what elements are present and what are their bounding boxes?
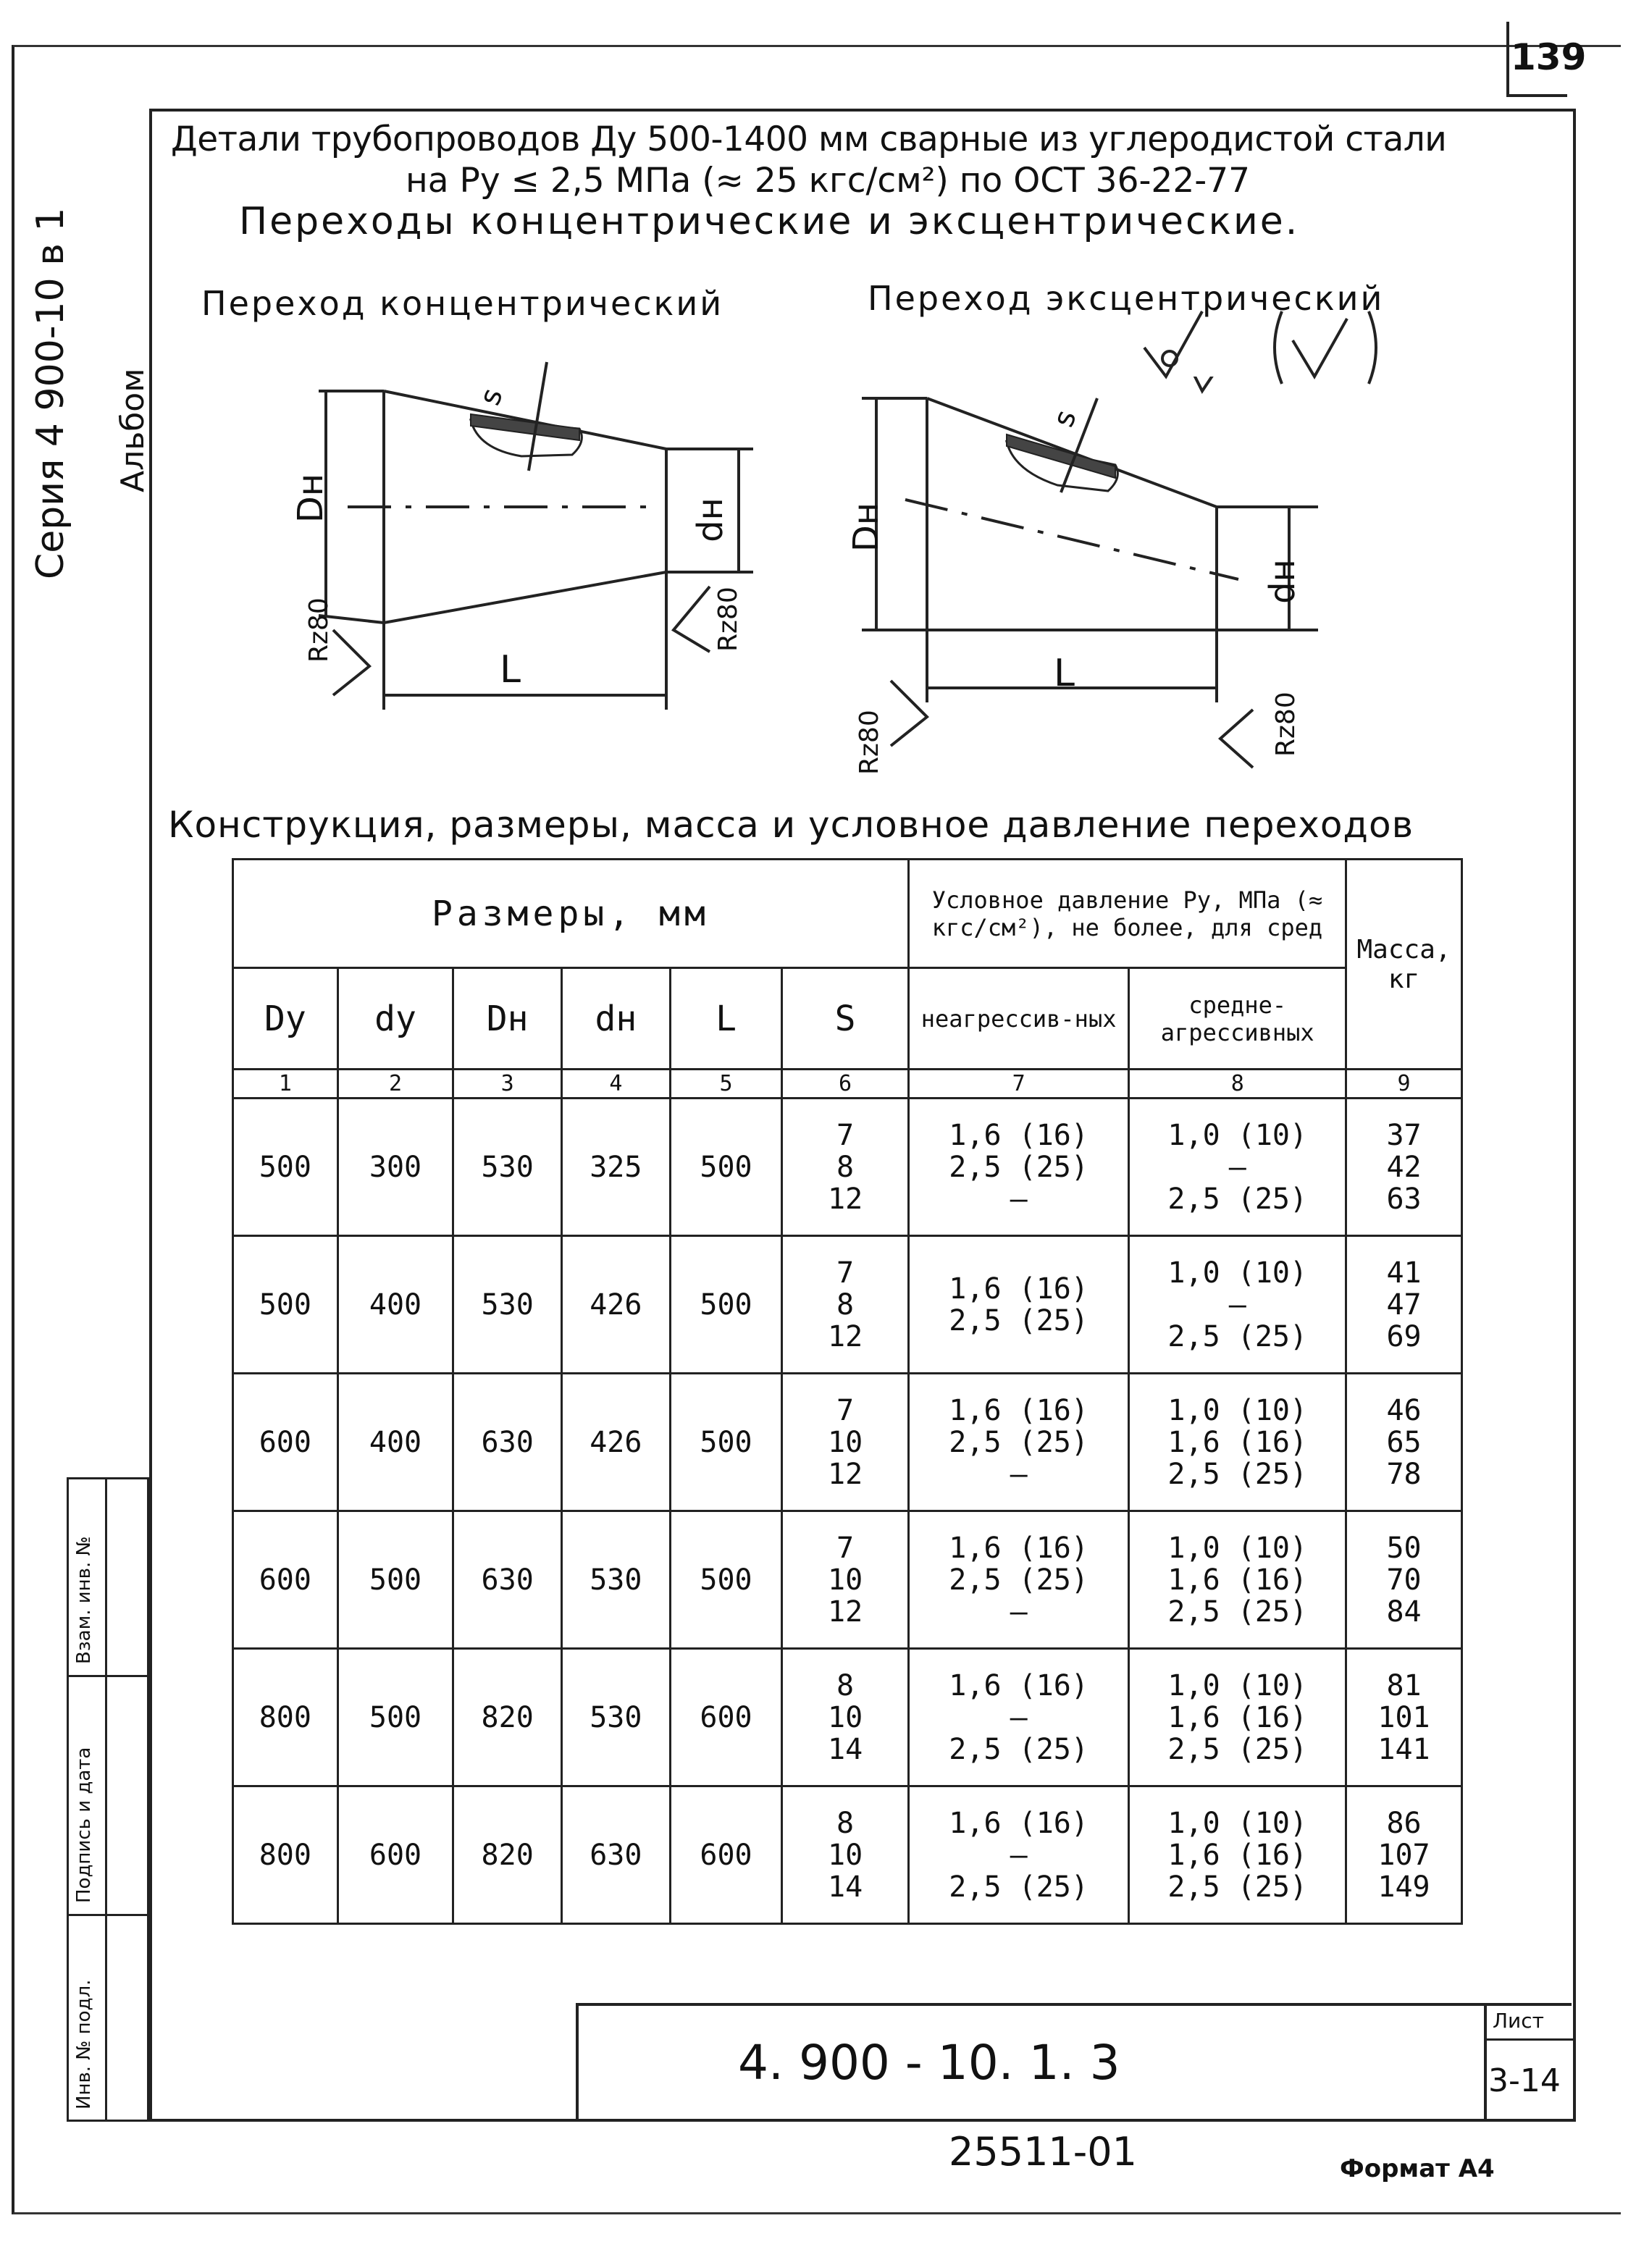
doc-code: 4. 900 - 10. 1. 3 xyxy=(738,2035,1120,2091)
sheet-label: Лист xyxy=(1493,2009,1544,2033)
cell-dy: 400 xyxy=(337,1374,453,1511)
cell-L: 600 xyxy=(670,1786,782,1924)
cell-Dn: 820 xyxy=(453,1786,562,1924)
cell-mass xyxy=(1346,1786,1462,1924)
concentric-dim-s: s xyxy=(473,384,510,410)
cell-L: 500 xyxy=(670,1374,782,1511)
col-S: S xyxy=(782,968,908,1070)
cell-mass-value: 41 xyxy=(1386,1256,1422,1290)
cell-dn: 426 xyxy=(562,1374,671,1511)
eccentric-rough-left: Rz80 xyxy=(855,710,884,775)
cell-midaggressive-value: 1,6 (16) xyxy=(1167,1563,1308,1597)
cell-S-value: 12 xyxy=(827,1182,863,1216)
reducer-spec-table xyxy=(232,858,1463,1925)
cell-nonaggressive-value: 2,5 (25) xyxy=(949,1870,1088,1904)
cell-nonaggressive-value: 1,6 (16) xyxy=(949,1393,1088,1427)
concentric-caption: Переход концентрический xyxy=(201,284,724,323)
col-number: 4 xyxy=(562,1070,671,1099)
cell-S-value: 12 xyxy=(827,1457,863,1491)
col-number: 7 xyxy=(908,1070,1129,1099)
series-label: Серия 4 900-10 в 1 xyxy=(29,207,72,579)
cell-dn: 325 xyxy=(562,1099,671,1236)
cell-S-value: 10 xyxy=(827,1425,863,1459)
stamp-original-inv: Инв. № подл. xyxy=(73,1979,95,2109)
col-dn: dн xyxy=(562,968,671,1070)
cell-Dn: 530 xyxy=(453,1099,562,1236)
title-block xyxy=(576,2003,1572,2122)
format-label: Формат А4 xyxy=(1340,2154,1495,2183)
cell-mass-value: 42 xyxy=(1386,1150,1422,1184)
general-roughness-mark xyxy=(1137,304,1398,391)
cell-S xyxy=(782,1511,908,1649)
table-row xyxy=(233,1649,1462,1786)
cell-midaggressive-value: 1,0 (10) xyxy=(1167,1118,1308,1152)
col-number: 8 xyxy=(1129,1070,1346,1099)
cell-dy: 300 xyxy=(337,1099,453,1236)
sheet-number: 3-14 xyxy=(1488,2062,1561,2099)
cell-S-value: 12 xyxy=(827,1595,863,1629)
cell-nonaggressive-value: 1,6 (16) xyxy=(949,1272,1088,1306)
cell-mass-value: 70 xyxy=(1386,1563,1422,1597)
cell-nonaggressive-value: 2,5 (25) xyxy=(949,1303,1088,1337)
cell-midaggressive-value: 2,5 (25) xyxy=(1167,1595,1308,1629)
cell-nonaggressive xyxy=(908,1374,1129,1511)
stamp-replacement-inv: Взам. инв. № xyxy=(73,1536,95,1664)
cell-nonaggressive xyxy=(908,1099,1129,1236)
cell-midaggressive-value: 2,5 (25) xyxy=(1167,1182,1308,1216)
cell-midaggressive-value: — xyxy=(1228,1288,1246,1322)
cell-mass-value: 37 xyxy=(1386,1118,1422,1152)
cell-Dn: 630 xyxy=(453,1374,562,1511)
cell-midaggressive-value: 2,5 (25) xyxy=(1167,1457,1308,1491)
cell-midaggressive-value: 1,6 (16) xyxy=(1167,1425,1308,1459)
cell-mass-value: 107 xyxy=(1377,1838,1430,1872)
eccentric-rough-right: Rz80 xyxy=(1271,692,1301,757)
cell-L: 500 xyxy=(670,1099,782,1236)
cell-S-value: 10 xyxy=(827,1838,863,1872)
title-line2: на Ру ≤ 2,5 МПа (≈ 25 кгс/см²) по ОСТ 36-22-77 xyxy=(406,161,1251,201)
cell-dn: 530 xyxy=(562,1649,671,1786)
cell-mass-value: 149 xyxy=(1377,1870,1430,1904)
cell-S xyxy=(782,1786,908,1924)
col-number: 6 xyxy=(782,1070,908,1099)
cell-dy: 500 xyxy=(337,1649,453,1786)
cell-nonaggressive xyxy=(908,1511,1129,1649)
cell-midaggressive-value: 1,0 (10) xyxy=(1167,1393,1308,1427)
cell-dn: 426 xyxy=(562,1236,671,1374)
col-nonaggressive: неагрессив-ных xyxy=(908,968,1129,1070)
cell-S-value: 7 xyxy=(836,1256,855,1290)
table-row xyxy=(233,1099,1462,1236)
cell-S-value: 8 xyxy=(836,1288,855,1322)
cell-nonaggressive-value: 1,6 (16) xyxy=(949,1118,1088,1152)
cell-mass-value: 65 xyxy=(1386,1425,1422,1459)
cell-S-value: 10 xyxy=(827,1563,863,1597)
cell-S-value: 12 xyxy=(827,1319,863,1353)
eccentric-dim-L: L xyxy=(1054,652,1075,695)
cell-midaggressive-value: — xyxy=(1228,1150,1246,1184)
cell-midaggressive-value: 1,0 (10) xyxy=(1167,1806,1308,1840)
col-dy: dу xyxy=(337,968,453,1070)
cell-mass-value: 46 xyxy=(1386,1393,1422,1427)
col-number: 9 xyxy=(1346,1070,1462,1099)
cell-dn: 630 xyxy=(562,1786,671,1924)
cell-mass-value: 50 xyxy=(1386,1531,1422,1565)
cell-nonaggressive-value: 2,5 (25) xyxy=(949,1732,1088,1766)
cell-Dy: 800 xyxy=(233,1786,338,1924)
cell-mass xyxy=(1346,1099,1462,1236)
cell-mass-value: 69 xyxy=(1386,1319,1422,1353)
cell-Dy: 600 xyxy=(233,1511,338,1649)
cell-mass-value: 81 xyxy=(1386,1668,1422,1702)
cell-S-value: 14 xyxy=(827,1732,863,1766)
concentric-dim-L: L xyxy=(500,648,521,692)
table-row xyxy=(233,1236,1462,1374)
cell-midaggressive xyxy=(1129,1374,1346,1511)
cell-midaggressive xyxy=(1129,1649,1346,1786)
bottom-number: 25511-01 xyxy=(949,2129,1137,2175)
eccentric-dim-s: s xyxy=(1046,406,1083,432)
cell-nonaggressive-value: — xyxy=(1010,1838,1028,1872)
stamp-signature-date: Подпись и дата xyxy=(73,1747,95,1903)
cell-midaggressive-value: 1,6 (16) xyxy=(1167,1838,1308,1872)
cell-mass-value: 78 xyxy=(1386,1457,1422,1491)
cell-midaggressive xyxy=(1129,1236,1346,1374)
cell-mass-value: 84 xyxy=(1386,1595,1422,1629)
cell-mass xyxy=(1346,1374,1462,1511)
header-mass: Масса, кг xyxy=(1346,860,1462,1070)
cell-mass-value: 47 xyxy=(1386,1288,1422,1322)
cell-S-value: 8 xyxy=(836,1150,855,1184)
cell-midaggressive-value: 1,0 (10) xyxy=(1167,1531,1308,1565)
cell-dy: 600 xyxy=(337,1786,453,1924)
cell-nonaggressive-value: — xyxy=(1010,1595,1028,1629)
col-number: 3 xyxy=(453,1070,562,1099)
cell-midaggressive-value: 1,0 (10) xyxy=(1167,1668,1308,1702)
stamp-column xyxy=(67,1477,149,2122)
cell-nonaggressive-value: 1,6 (16) xyxy=(949,1668,1088,1702)
cell-midaggressive xyxy=(1129,1511,1346,1649)
cell-S-value: 8 xyxy=(836,1806,855,1840)
concentric-rough-left: Rz80 xyxy=(304,597,334,663)
album-label: Альбом xyxy=(114,368,151,492)
table-row xyxy=(233,1786,1462,1924)
cell-mass-value: 63 xyxy=(1386,1182,1422,1216)
col-Dn: Dн xyxy=(453,968,562,1070)
cell-nonaggressive-value: 2,5 (25) xyxy=(949,1425,1088,1459)
header-pressure: Условное давление Ру, МПа (≈ кгс/см²), не более, для сред xyxy=(908,860,1346,968)
concentric-dim-D: Dн xyxy=(290,473,332,524)
concentric-reducer-drawing xyxy=(275,348,768,739)
cell-mass-value: 141 xyxy=(1377,1732,1430,1766)
cell-S-value: 7 xyxy=(836,1393,855,1427)
col-midaggressive: средне-агрессивных xyxy=(1129,968,1346,1070)
table-row xyxy=(233,1374,1462,1511)
cell-S-value: 7 xyxy=(836,1118,855,1152)
page-number: 139 xyxy=(1511,36,1587,78)
cell-nonaggressive-value: — xyxy=(1010,1457,1028,1491)
cell-mass-value: 101 xyxy=(1377,1700,1430,1734)
cell-dn: 530 xyxy=(562,1511,671,1649)
cell-nonaggressive-value: 2,5 (25) xyxy=(949,1563,1088,1597)
col-number: 2 xyxy=(337,1070,453,1099)
header-dimensions: Размеры, мм xyxy=(233,860,909,968)
cell-Dn: 630 xyxy=(453,1511,562,1649)
column-number-row xyxy=(233,1070,1462,1099)
cell-S xyxy=(782,1649,908,1786)
cell-midaggressive xyxy=(1129,1099,1346,1236)
cell-Dn: 820 xyxy=(453,1649,562,1786)
cell-midaggressive-value: 2,5 (25) xyxy=(1167,1870,1308,1904)
cell-midaggressive-value: 1,0 (10) xyxy=(1167,1256,1308,1290)
eccentric-dim-d: dн xyxy=(1262,559,1303,604)
cell-L: 500 xyxy=(670,1236,782,1374)
cell-nonaggressive-value: 1,6 (16) xyxy=(949,1531,1088,1565)
title-line3: Переходы концентрические и эксцентрические. xyxy=(239,200,1300,243)
cell-nonaggressive-value: 2,5 (25) xyxy=(949,1150,1088,1184)
cell-nonaggressive xyxy=(908,1786,1129,1924)
cell-mass xyxy=(1346,1511,1462,1649)
cell-S-value: 8 xyxy=(836,1668,855,1702)
table-caption: Конструкция, размеры, масса и условное давление переходов xyxy=(168,804,1414,846)
cell-mass-value: 86 xyxy=(1386,1806,1422,1840)
concentric-dim-d: dн xyxy=(689,497,731,542)
cell-nonaggressive-value: — xyxy=(1010,1700,1028,1734)
cell-Dy: 500 xyxy=(233,1236,338,1374)
cell-L: 600 xyxy=(670,1649,782,1786)
cell-S-value: 10 xyxy=(827,1700,863,1734)
col-number: 1 xyxy=(233,1070,338,1099)
eccentric-dim-D: Dн xyxy=(846,502,887,553)
cell-Dy: 600 xyxy=(233,1374,338,1511)
cell-dy: 500 xyxy=(337,1511,453,1649)
cell-S-value: 14 xyxy=(827,1870,863,1904)
cell-mass xyxy=(1346,1236,1462,1374)
col-Dy: Dу xyxy=(233,968,338,1070)
cell-nonaggressive-value: 1,6 (16) xyxy=(949,1806,1088,1840)
cell-Dn: 530 xyxy=(453,1236,562,1374)
col-L: L xyxy=(670,968,782,1070)
cell-nonaggressive-value: — xyxy=(1010,1182,1028,1216)
cell-S xyxy=(782,1099,908,1236)
col-number: 5 xyxy=(670,1070,782,1099)
cell-S xyxy=(782,1374,908,1511)
cell-midaggressive-value: 2,5 (25) xyxy=(1167,1732,1308,1766)
cell-Dy: 800 xyxy=(233,1649,338,1786)
concentric-rough-right: Rz80 xyxy=(713,587,743,652)
cell-Dy: 500 xyxy=(233,1099,338,1236)
cell-dy: 400 xyxy=(337,1236,453,1374)
table-row xyxy=(233,1511,1462,1649)
cell-midaggressive-value: 2,5 (25) xyxy=(1167,1319,1308,1353)
title-line1: Детали трубопроводов Ду 500-1400 мм сварные из углеродистой стали xyxy=(171,119,1447,159)
cell-L: 500 xyxy=(670,1511,782,1649)
cell-S-value: 7 xyxy=(836,1531,855,1565)
eccentric-caption: Переход эксцентрический xyxy=(868,279,1385,318)
cell-nonaggressive xyxy=(908,1236,1129,1374)
cell-midaggressive xyxy=(1129,1786,1346,1924)
cell-nonaggressive xyxy=(908,1649,1129,1786)
cell-midaggressive-value: 1,6 (16) xyxy=(1167,1700,1308,1734)
cell-mass xyxy=(1346,1649,1462,1786)
cell-S xyxy=(782,1236,908,1374)
